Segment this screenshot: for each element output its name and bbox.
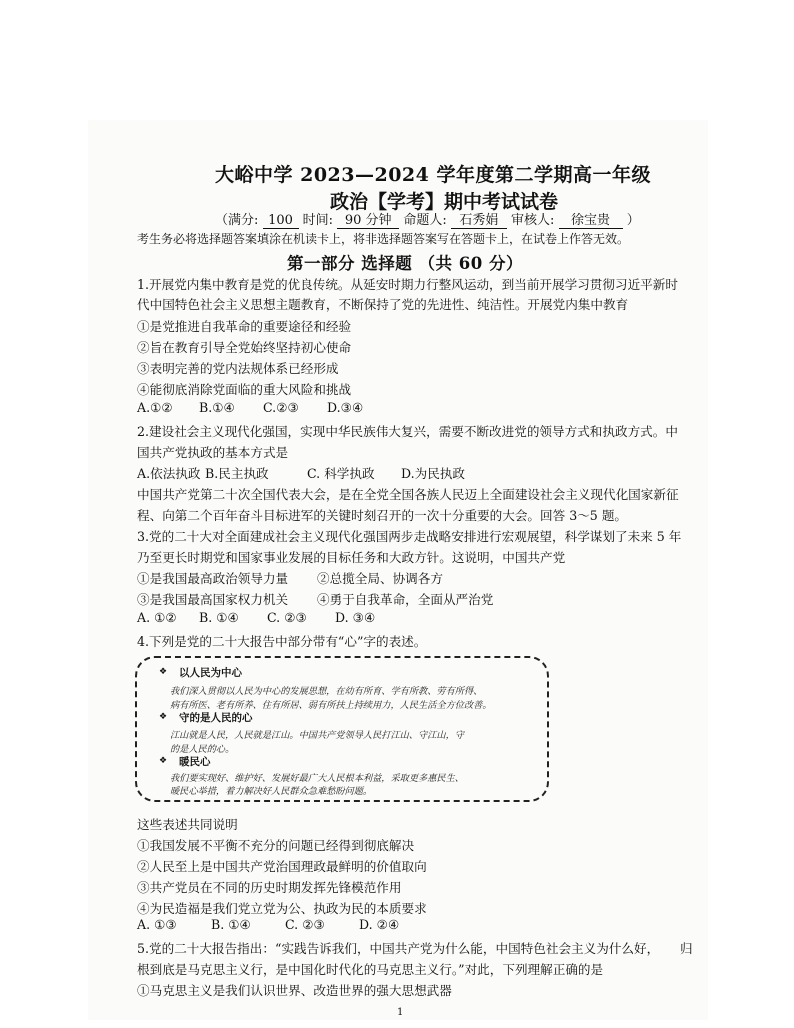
q3-option-a[interactable]: A. ①② xyxy=(137,610,177,625)
q1-item: ②旨在教育引导全党始终坚持初心使命 xyxy=(137,340,352,355)
q2-option-a[interactable]: A.依法执政 xyxy=(137,466,201,481)
q4-option-b[interactable]: B. ①④ xyxy=(211,917,251,932)
q3-item: ②总揽全局、协调各方 xyxy=(317,571,443,586)
diamond-bullet-icon: ❖ xyxy=(159,712,168,722)
page-number: 1 xyxy=(397,1007,404,1018)
exam-title: 大峪中学 2023—2024 学年度第二学期高一年级 xyxy=(215,164,651,186)
q2-option-b[interactable]: B.民主执政 xyxy=(205,466,269,481)
q4-item: ④为民造福是我们党立党为公、执政为民的本质要求 xyxy=(137,901,427,916)
box-heading: 以人民为中心 xyxy=(179,667,242,679)
q1-item: ①是党推进自我革命的重要途径和经验 xyxy=(137,319,352,334)
q3-option-c[interactable]: C. ②③ xyxy=(267,610,307,625)
q4-stem: 4.下列是党的二十大报告中部分带有“心”字的表述。 xyxy=(137,634,427,649)
box-paragraph: 我们深入贯彻以人民为中心的发展思想，在幼有所育、学有所教、劳有所得、 xyxy=(170,686,483,697)
q1-item: ④能彻底消除党面临的重大风险和挑战 xyxy=(137,382,352,397)
q3-options xyxy=(137,610,375,625)
q4-item: ③共产党员在不同的历史时期发挥先锋模范作用 xyxy=(137,880,402,895)
q5-stem-line1-end: 归 xyxy=(680,941,693,956)
diamond-bullet-icon: ❖ xyxy=(159,756,168,766)
q3-option-b[interactable]: B. ①④ xyxy=(199,610,239,625)
q2-stem-line1: 2.建设社会主义现代化强国，实现中华民族伟大复兴，需要不断改进党的领导方式和执政方式。中 xyxy=(137,424,678,439)
q4-item: ②人民至上是中国共产党治国理政最鲜明的价值取向 xyxy=(137,859,427,874)
q1-item: ③表明完善的党内法规体系已经形成 xyxy=(137,361,339,376)
material-line1: 中国共产党第二十次全国代表大会，是在全党全国各族人民迈上全面建设社会主义现代化国家新征 xyxy=(137,487,679,502)
q2-options xyxy=(137,463,465,482)
q4-lead: 这些表述共同说明 xyxy=(137,817,238,832)
full-score: 100 xyxy=(263,213,299,229)
q4-option-c[interactable]: C. ②③ xyxy=(285,917,325,932)
q1-option-b[interactable]: B.①④ xyxy=(199,400,235,415)
diamond-bullet-icon: ❖ xyxy=(159,667,168,677)
q4-item: ①我国发展不平衡不充分的问题已经得到彻底解决 xyxy=(137,838,415,853)
q1-option-d[interactable]: D.③④ xyxy=(327,400,364,415)
box-heading: 暖民心 xyxy=(179,756,211,768)
q1-option-a[interactable]: A.①② xyxy=(137,400,173,415)
time-value: 90 分钟 xyxy=(337,209,399,229)
q2-stem-line2: 国共产党执政的基本方式是 xyxy=(137,445,289,460)
q3-item: ④勇于自我革命，全面从严治党 xyxy=(317,592,494,607)
q5-stem-line1: 5.党的二十大报告指出：“实践告诉我们，中国共产党为什么能，中国特色社会主义为什么好， xyxy=(137,941,660,956)
q1-options xyxy=(137,400,363,415)
q3-stem-line1: 3.党的二十大对全面建成社会主义现代化强国两步走战略安排进行宏观展望，科学谋划了未来 5 年 xyxy=(137,529,682,544)
q4-options xyxy=(137,917,399,932)
q3-item: ③是我国最高国家权力机关 xyxy=(137,592,289,607)
q3-item: ①是我国最高政治领导力量 xyxy=(137,571,289,586)
q4-option-d[interactable]: D. ②④ xyxy=(359,917,400,932)
reviewer-name: 徐宝贵 xyxy=(559,209,623,229)
q2-option-c[interactable]: C. 科学执政 xyxy=(307,466,375,481)
box-paragraph: 暖民心举措，着力解决好人民群众急难愁盼问题。 xyxy=(170,786,373,797)
q1-stem-line2: 代中国特色社会主义思想主题教育，不断保持了党的先进性、纯洁性。开展党内集中教育 xyxy=(137,297,629,312)
box-paragraph: 江山就是人民，人民就是江山。中国共产党领导人民打江山、守江山，守 xyxy=(170,730,464,741)
q1-option-c[interactable]: C.②③ xyxy=(263,400,299,415)
box-heading: 守的是人民的心 xyxy=(179,712,253,724)
q3-option-d[interactable]: D. ③④ xyxy=(335,610,376,625)
box-paragraph: 的是人民的心。 xyxy=(170,744,235,755)
q4-option-a[interactable]: A. ①③ xyxy=(137,917,177,932)
section-title: 第一部分 选择题 （共 60 分） xyxy=(287,254,523,273)
box-paragraph: 病有所医、老有所养、住有所居、弱有所扶上持续用力，人民生活全方位改善。 xyxy=(170,700,492,711)
q1-stem-line1: 1.开展党内集中教育是党的优良传统。从延安时期力行整风运动，到当前开展学习贯彻习近平新时 xyxy=(137,277,678,292)
q3-stem-line2: 乃至更长时期党和国家事业发展的目标任务和大政方针。这说明，中国共产党 xyxy=(137,550,566,565)
quote-box xyxy=(135,656,549,802)
material-line2: 程、向第二个百年奋斗目标进军的关键时刻召开的一次十分重要的大会。回答 3～5 题。 xyxy=(137,508,628,523)
q5-stem-line2: 根到底是马克思主义行，是中国化时代化的马克思主义行。”对此，下列理解正确的是 xyxy=(137,962,604,977)
exam-info-line: （满分: 100 时间: 90 分钟 命题人: 石秀娟 审核人: 徐宝贵 ） xyxy=(215,209,640,229)
box-paragraph: 我们要实现好、维护好、发展好最广大人民根本利益，采取更多惠民生、 xyxy=(170,773,464,784)
exam-subtitle: 政治【学考】期中考试试卷 xyxy=(330,191,559,213)
q2-option-d[interactable]: D.为民执政 xyxy=(401,466,466,481)
author-name: 石秀娟 xyxy=(451,209,507,229)
exam-notice: 考生务必将选择题答案填涂在机读卡上，将非选择题答案写在答题卡上，在试卷上作答无效。 xyxy=(137,232,630,246)
q5-item: ①马克思主义是我们认识世界、改造世界的强大思想武器 xyxy=(137,983,452,998)
